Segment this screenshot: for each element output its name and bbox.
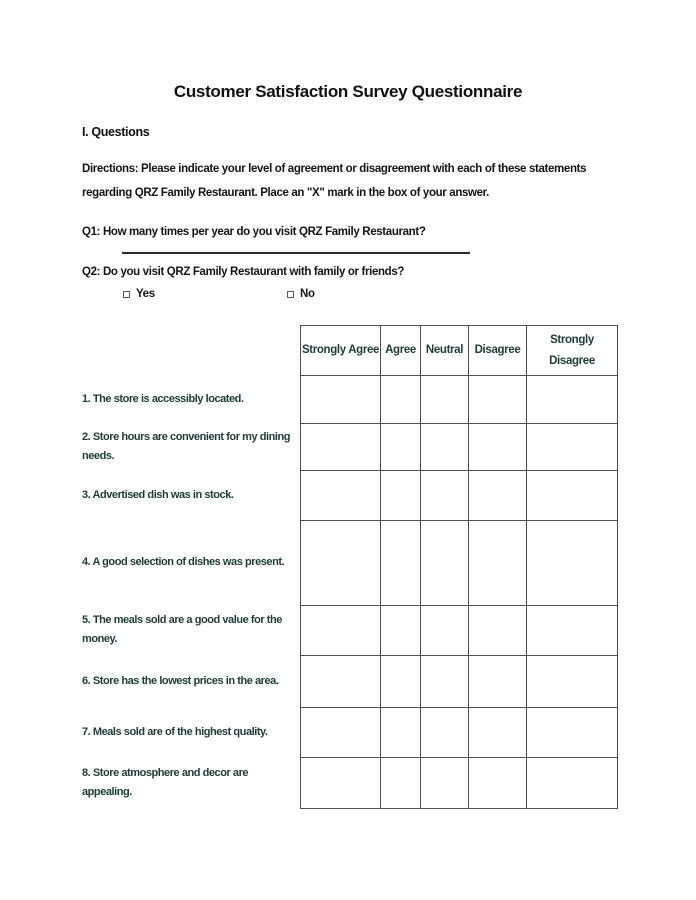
rating-cell[interactable] bbox=[301, 521, 381, 606]
checkbox-icon[interactable] bbox=[287, 291, 294, 298]
rating-cell[interactable] bbox=[527, 521, 618, 606]
question-q1: Q1: How many times per year do you visit QRZ Family Restaurant? bbox=[82, 226, 426, 238]
question-q2: Q2: Do you visit QRZ Family Restaurant with family or friends? bbox=[82, 266, 405, 278]
table-row bbox=[301, 606, 618, 656]
statement-3: 3. Advertised dish was in stock. bbox=[82, 488, 234, 501]
option-label-yes: Yes bbox=[136, 288, 155, 300]
column-header-agree: Agree bbox=[381, 326, 421, 376]
rating-cell[interactable] bbox=[421, 606, 469, 656]
rating-cell[interactable] bbox=[301, 471, 381, 521]
statement-6: 6. Store has the lowest prices in the area. bbox=[82, 674, 279, 687]
column-header-neutral: Neutral bbox=[421, 326, 469, 376]
rating-cell[interactable] bbox=[421, 521, 469, 606]
column-header-strongly-agree: Strongly Agree bbox=[301, 326, 381, 376]
rating-cell[interactable] bbox=[421, 376, 469, 424]
rating-cell[interactable] bbox=[527, 656, 618, 708]
rating-cell[interactable] bbox=[527, 606, 618, 656]
rating-cell[interactable] bbox=[469, 521, 527, 606]
rating-cell[interactable] bbox=[301, 656, 381, 708]
rating-cell[interactable] bbox=[469, 376, 527, 424]
table-row bbox=[301, 424, 618, 471]
q2-option-yes[interactable] bbox=[123, 288, 155, 300]
directions-text: Directions: Please indicate your level of agreement or disagreement with each of these statements regarding QRZ Family Restaurant. Place an "X" mark in the box of your answer. bbox=[82, 163, 587, 199]
rating-cell[interactable] bbox=[469, 708, 527, 758]
statement-8: 8. Store atmosphere and decor are appealing. bbox=[82, 766, 249, 798]
rating-cell[interactable] bbox=[421, 471, 469, 521]
section-heading: I. Questions bbox=[82, 125, 150, 139]
column-header-strongly-disagree: Strongly Disagree bbox=[527, 326, 618, 376]
table-row bbox=[301, 758, 618, 809]
table-row bbox=[301, 521, 618, 606]
table-row bbox=[301, 656, 618, 708]
rating-cell[interactable] bbox=[527, 376, 618, 424]
rating-cell[interactable] bbox=[527, 758, 618, 809]
rating-cell[interactable] bbox=[301, 424, 381, 471]
checkbox-icon[interactable] bbox=[123, 291, 130, 298]
rating-cell[interactable] bbox=[381, 424, 421, 471]
table-row bbox=[301, 471, 618, 521]
rating-cell[interactable] bbox=[469, 424, 527, 471]
statement-4: 4. A good selection of dishes was present. bbox=[82, 556, 285, 568]
rating-cell[interactable] bbox=[381, 606, 421, 656]
rating-cell[interactable] bbox=[301, 708, 381, 758]
rating-cell[interactable] bbox=[421, 656, 469, 708]
statement-7: 7. Meals sold are of the highest quality. bbox=[82, 725, 268, 738]
rating-cell[interactable] bbox=[421, 708, 469, 758]
rating-table bbox=[300, 325, 618, 809]
rating-table-header-row bbox=[301, 326, 618, 376]
table-row bbox=[301, 708, 618, 758]
statements-column bbox=[82, 375, 294, 808]
rating-cell[interactable] bbox=[381, 758, 421, 809]
rating-cell[interactable] bbox=[301, 376, 381, 424]
rating-cell[interactable] bbox=[381, 708, 421, 758]
option-label-no: No bbox=[300, 288, 315, 300]
column-header-disagree: Disagree bbox=[469, 326, 527, 376]
rating-cell[interactable] bbox=[421, 758, 469, 809]
page-title: Customer Satisfaction Survey Questionnaire bbox=[173, 82, 523, 101]
statement-2: 2. Store hours are convenient for my dining needs. bbox=[82, 430, 291, 462]
rating-cell[interactable] bbox=[527, 471, 618, 521]
rating-cell[interactable] bbox=[527, 708, 618, 758]
q2-option-no[interactable] bbox=[287, 288, 315, 300]
rating-cell[interactable] bbox=[469, 471, 527, 521]
rating-cell[interactable] bbox=[469, 656, 527, 708]
statement-1: 1. The store is accessibly located. bbox=[82, 392, 244, 405]
rating-cell[interactable] bbox=[527, 424, 618, 471]
rating-cell[interactable] bbox=[469, 606, 527, 656]
rating-cell[interactable] bbox=[301, 606, 381, 656]
statement-5: 5. The meals sold are a good value for the money. bbox=[82, 614, 282, 645]
rating-cell[interactable] bbox=[381, 521, 421, 606]
rating-cell[interactable] bbox=[381, 656, 421, 708]
q1-answer-line[interactable] bbox=[122, 252, 470, 254]
rating-cell[interactable] bbox=[381, 471, 421, 521]
table-row bbox=[301, 376, 618, 424]
rating-cell[interactable] bbox=[421, 424, 469, 471]
rating-cell[interactable] bbox=[301, 758, 381, 809]
rating-cell[interactable] bbox=[381, 376, 421, 424]
rating-cell[interactable] bbox=[469, 758, 527, 809]
